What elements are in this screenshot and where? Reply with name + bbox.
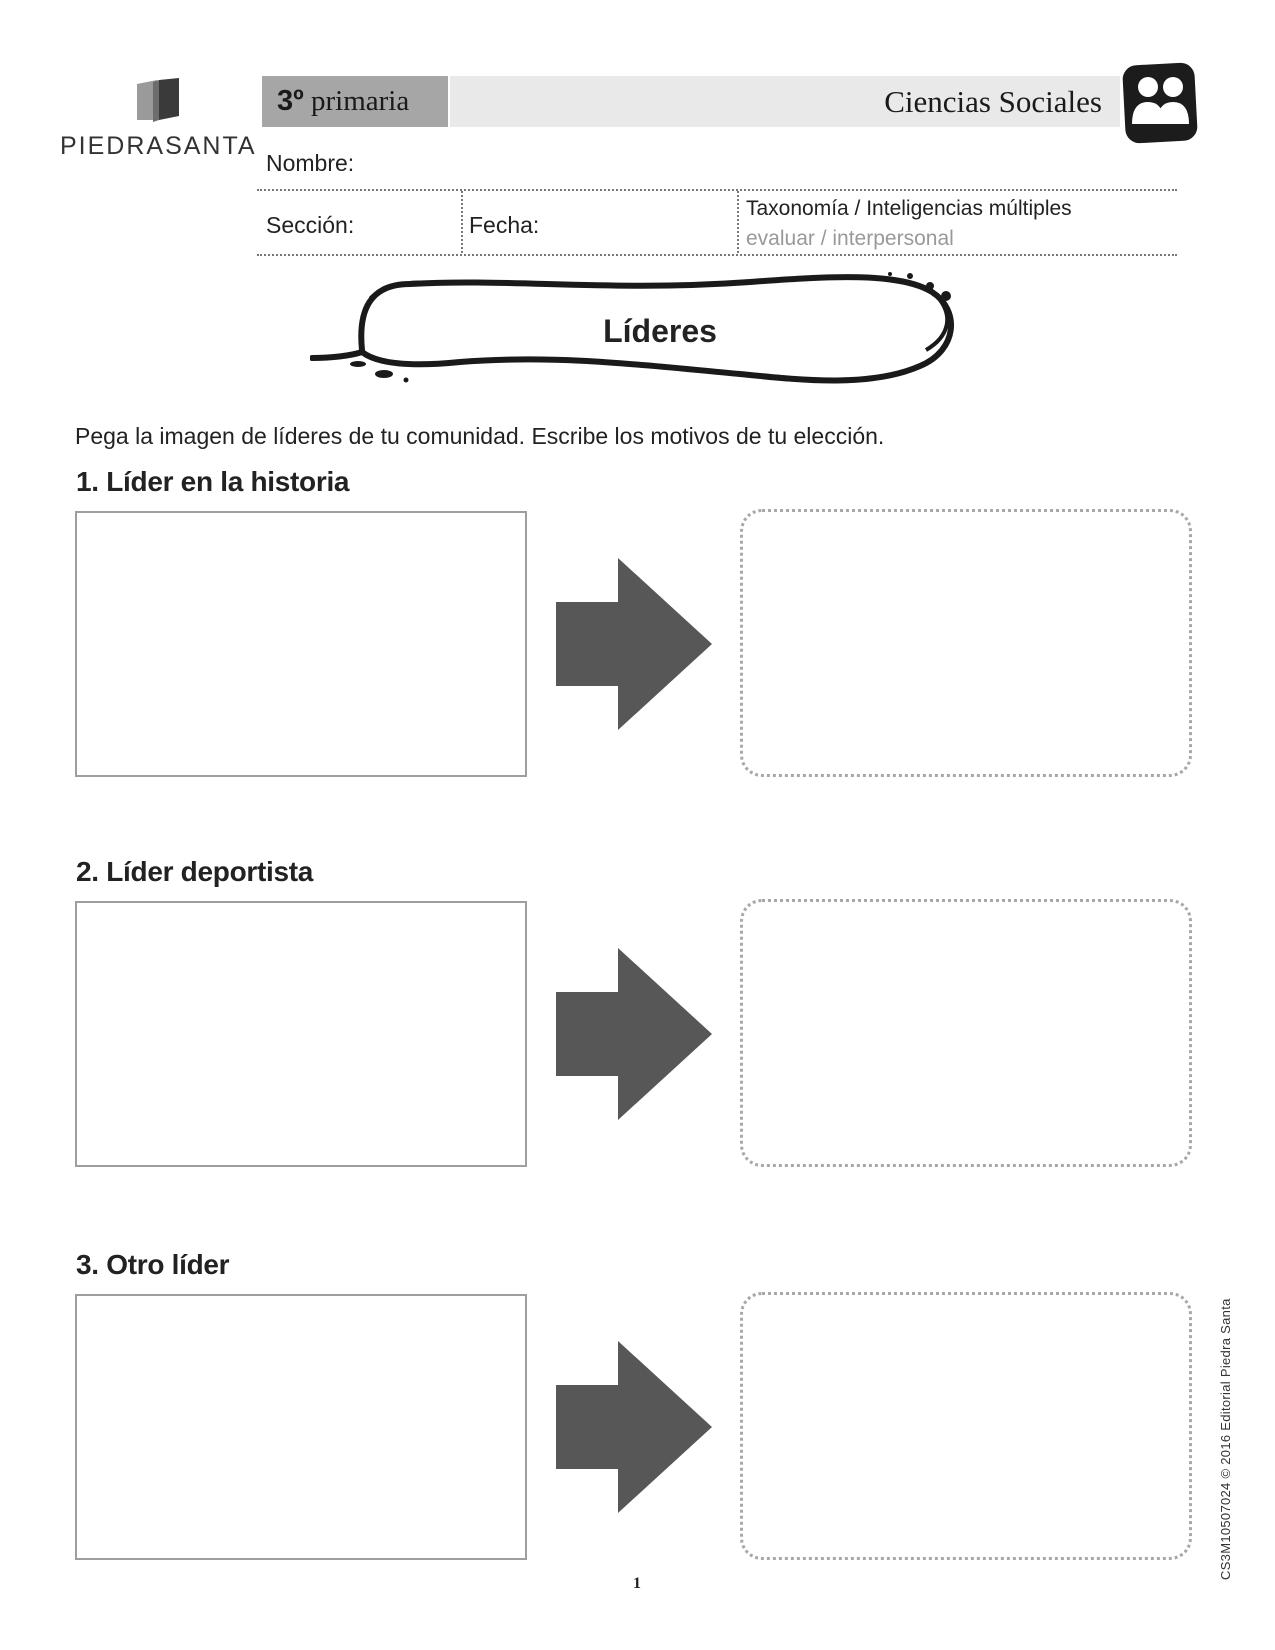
section-number: 3.	[76, 1249, 99, 1280]
image-paste-box[interactable]	[75, 511, 527, 777]
taxonomy-value: evaluar / interpersonal	[746, 227, 954, 250]
section-title: Otro líder	[106, 1249, 230, 1280]
grade-level: primaria	[310, 85, 410, 117]
section-title: Líder deportista	[106, 856, 314, 887]
copyright-text: CS3M10507024 © 2016 Editorial Piedra Santa	[1218, 1298, 1233, 1580]
taxonomy-label: Taxonomía / Inteligencias múltiples	[746, 197, 1072, 220]
grade-number: 3º	[277, 85, 304, 117]
form-bottom-line	[257, 254, 1177, 256]
arrow-right-icon	[556, 948, 712, 1120]
date-field-label: Fecha:	[469, 212, 540, 238]
section-number: 2.	[76, 856, 99, 887]
section-field-label: Sección:	[266, 212, 355, 238]
field-divider	[461, 191, 463, 253]
subject-title: Ciencias Sociales	[450, 76, 1120, 127]
section-1-heading	[76, 466, 349, 498]
section-number: 1.	[76, 466, 99, 497]
name-field-label: Nombre:	[266, 150, 355, 176]
people-icon	[1120, 60, 1200, 146]
worksheet-title: Líderes	[603, 313, 717, 349]
field-divider	[737, 191, 739, 253]
section-2-heading	[76, 856, 313, 888]
name-field-line[interactable]	[257, 189, 1177, 191]
publisher-logo-text: PIEDRASANTA	[60, 132, 257, 160]
reason-writing-box[interactable]	[740, 1292, 1192, 1560]
section-title: Líder en la historia	[106, 466, 350, 497]
grade-label	[262, 76, 448, 127]
arrow-right-icon	[556, 558, 712, 730]
image-paste-box[interactable]	[75, 901, 527, 1167]
arrow-right-icon	[556, 1341, 712, 1513]
reason-writing-box[interactable]	[740, 899, 1192, 1167]
book-logo-icon	[135, 76, 185, 126]
instructions-text: Pega la imagen de líderes de tu comunidad. Escribe los motivos de tu elección.	[75, 423, 885, 449]
image-paste-box[interactable]	[75, 1294, 527, 1560]
reason-writing-box[interactable]	[740, 509, 1192, 777]
section-3-heading	[76, 1249, 229, 1281]
page-number: 1	[633, 1575, 641, 1592]
